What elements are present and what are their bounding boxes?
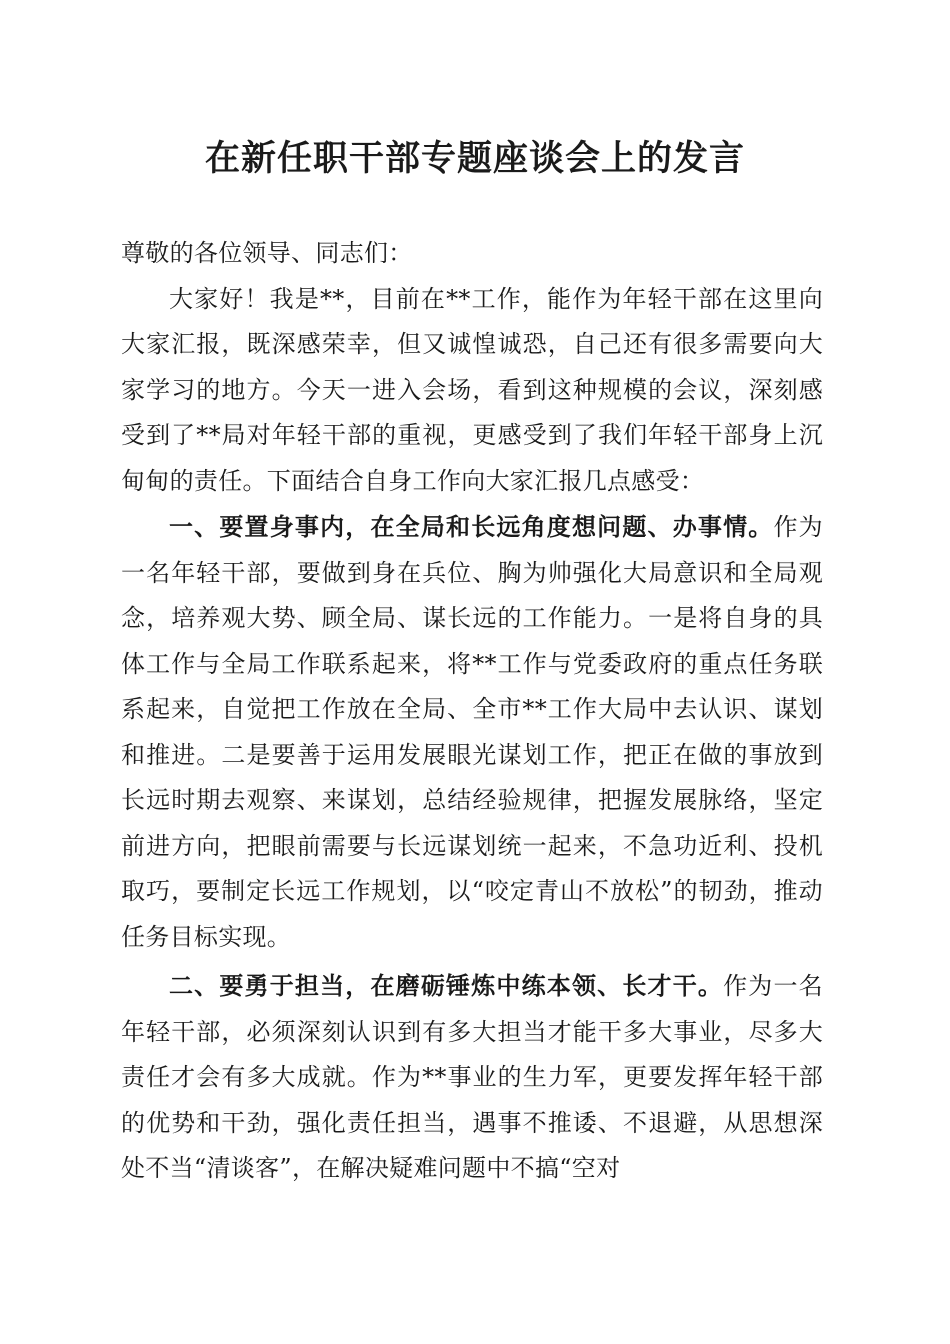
document-body xyxy=(121,231,823,1192)
intro-paragraph: 大家好！我是**，目前在**工作，能作为年轻干部在这里向大家汇报，既深感荣幸，但又诚惶诚恐，自己还有很多需要向大家学习的地方。今天一进入会场，看到这种规模的会议，深刻感受到了**局对年轻干部的重视，更感受到了我们年轻干部身上沉甸甸的责任。下面结合自身工作向大家汇报几点感受： xyxy=(121,284,823,495)
section-two-heading: 二、要勇于担当，在磨砺锤炼中练本领、长才干。 xyxy=(169,971,724,1000)
document-title: 在新任职干部专题座谈会上的发言 xyxy=(204,138,745,179)
section-one-paragraph xyxy=(121,504,823,960)
salutation: 尊敬的各位领导、同志们： xyxy=(121,239,413,267)
section-one-body: 作为一名年轻干部，要做到身在兵位、胸为帅强化大局意识和全局观念，培养观大势、顾全局、谋长远的工作能力。一是将自身的具体工作与全局工作联系起来，将**工作与党委政府的重点任务联系起来，自觉把工作放在全局、全市**工作大局中去认识、谋划和推进。二是要善于运用发展眼光谋划工作，把正在做的事放到长远时期去观察、来谋划，总结经验规律，把握发展脉络，坚定前进方向，把眼前需要与长远谋划统一起来，不急功近利、投机取巧，要制定长远工作规划，以“咬定青山不放松”的韧劲，推动任务目标实现。 xyxy=(121,513,823,951)
section-two-paragraph xyxy=(121,963,823,1192)
section-one-heading: 一、要置身事内，在全局和长远角度想问题、办事情。 xyxy=(169,512,774,541)
section-two-body: 作为一名年轻干部，必须深刻认识到有多大担当才能干多大事业，尽多大责任才会有多大成就。作为**事业的生力军，更要发挥年轻干部的优势和干劲，强化责任担当，遇事不推诿、不退避，从思想深处不当“清谈客”，在解决疑难问题中不搞“空对 xyxy=(121,972,823,1182)
